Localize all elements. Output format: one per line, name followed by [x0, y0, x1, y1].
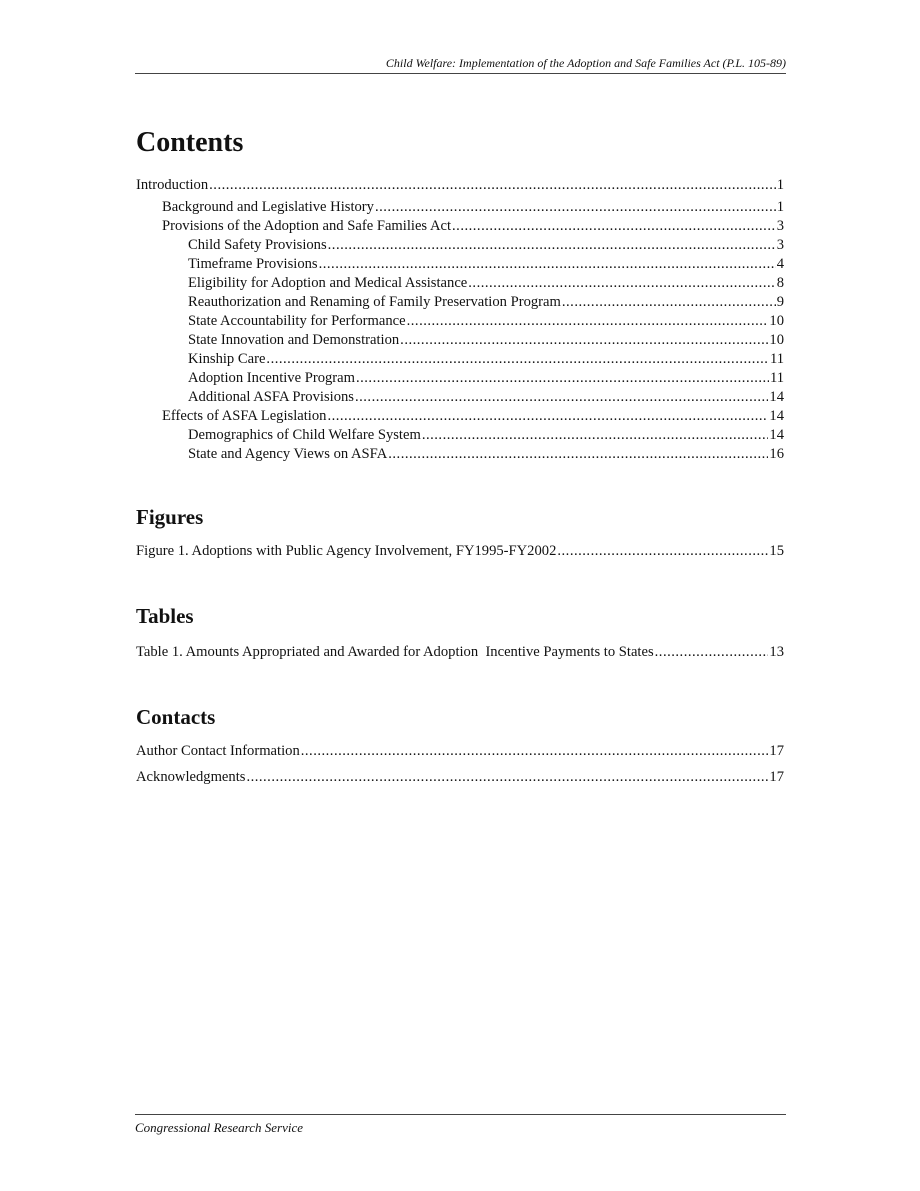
toc-entry-acknowledgments[interactable] — [136, 768, 784, 787]
dot-leader — [328, 236, 776, 255]
dot-leader — [209, 176, 776, 195]
dot-leader — [655, 643, 769, 662]
dot-leader — [355, 388, 768, 407]
toc-entry-title: Effects of ASFA Legislation — [162, 408, 327, 424]
tables-list — [136, 643, 784, 662]
toc-entry-title: Kinship Care — [188, 351, 266, 367]
figures-list — [136, 542, 784, 561]
toc-entry-demographics[interactable] — [136, 426, 784, 445]
toc-entry-page: 10 — [769, 332, 784, 348]
toc-entry-page: 1 — [776, 177, 784, 193]
toc-entry-eligibility[interactable] — [136, 274, 784, 293]
dot-leader — [400, 331, 768, 350]
contents-list — [136, 176, 784, 464]
toc-entry-title: Timeframe Provisions — [188, 256, 318, 272]
toc-entry-page: 14 — [769, 427, 784, 443]
toc-entry-page: 16 — [769, 446, 784, 462]
dot-leader — [388, 445, 768, 464]
toc-entry-page: 14 — [769, 389, 784, 405]
dot-leader — [327, 407, 768, 426]
toc-entry-title: Demographics of Child Welfare System — [188, 427, 421, 443]
dot-leader — [356, 369, 769, 388]
toc-entry-page: 15 — [769, 543, 784, 559]
toc-entry-page: 3 — [776, 218, 784, 234]
dot-leader — [557, 542, 768, 561]
tables-heading: Tables — [136, 604, 194, 628]
contents-heading: Contents — [136, 127, 244, 158]
contacts-heading: Contacts — [136, 705, 216, 729]
toc-entry-title: Reauthorization and Renaming of Family Preservation Program — [188, 294, 561, 310]
toc-entry-additional-provisions[interactable] — [136, 388, 784, 407]
dot-leader — [301, 742, 769, 761]
dot-leader — [562, 293, 776, 312]
toc-entry-effects[interactable] — [136, 407, 784, 426]
toc-entry-title: State Accountability for Performance — [188, 313, 406, 329]
dot-leader — [246, 768, 768, 787]
toc-entry-page: 10 — [769, 313, 784, 329]
dot-leader — [319, 255, 776, 274]
toc-entry-innovation[interactable] — [136, 331, 784, 350]
toc-entry-page: 14 — [769, 408, 784, 424]
toc-entry-title: Introduction — [136, 177, 209, 193]
toc-entry-title: Table 1. Amounts Appropriated and Awarded for Adoption Incentive Payments to States — [136, 644, 654, 660]
page-footer — [135, 1114, 786, 1136]
toc-entry-title: Child Safety Provisions — [188, 237, 327, 253]
toc-entry-kinship-care[interactable] — [136, 350, 784, 369]
toc-entry-adoption-incentive[interactable] — [136, 369, 784, 388]
toc-entry-timeframe[interactable] — [136, 255, 784, 274]
toc-entry-title: Adoption Incentive Program — [188, 370, 355, 386]
toc-entry-page: 17 — [769, 769, 784, 785]
toc-entry-title: Eligibility for Adoption and Medical Assistance — [188, 275, 468, 291]
dot-leader — [422, 426, 769, 445]
toc-entry-provisions[interactable] — [136, 217, 784, 236]
contacts-list — [136, 742, 784, 787]
footer-publisher: Congressional Research Service — [135, 1120, 303, 1135]
toc-entry-introduction[interactable] — [136, 176, 784, 195]
toc-entry-title: Provisions of the Adoption and Safe Families Act — [162, 218, 452, 234]
toc-entry-page: 11 — [769, 351, 784, 367]
toc-entry-background[interactable] — [136, 198, 784, 217]
toc-entry-title: Author Contact Information — [136, 743, 300, 759]
dot-leader — [375, 198, 776, 217]
toc-entry-page: 4 — [776, 256, 784, 272]
dot-leader — [452, 217, 776, 236]
toc-entry-title: State and Agency Views on ASFA — [188, 446, 388, 462]
toc-entry-page: 9 — [776, 294, 784, 310]
dot-leader — [407, 312, 769, 331]
toc-entry-figure-1[interactable] — [136, 542, 784, 561]
toc-entry-page: 8 — [776, 275, 784, 291]
toc-entry-child-safety[interactable] — [136, 236, 784, 255]
toc-entry-table-1[interactable] — [136, 643, 784, 662]
dot-leader — [266, 350, 769, 369]
toc-entry-accountability[interactable] — [136, 312, 784, 331]
toc-entry-page: 11 — [769, 370, 784, 386]
running-header — [135, 56, 786, 74]
dot-leader — [468, 274, 775, 293]
toc-entry-title: State Innovation and Demonstration — [188, 332, 400, 348]
toc-entry-page: 3 — [776, 237, 784, 253]
toc-entry-page: 1 — [776, 199, 784, 215]
figures-heading: Figures — [136, 505, 204, 529]
toc-entry-state-views[interactable] — [136, 445, 784, 464]
toc-entry-title: Acknowledgments — [136, 769, 246, 785]
running-header-title: Child Welfare: Implementation of the Adoption and Safe Families Act (P.L. 105-89) — [385, 56, 786, 70]
toc-entry-title: Additional ASFA Provisions — [188, 389, 354, 405]
toc-entry-title: Background and Legislative History — [162, 199, 374, 215]
toc-entry-title: Figure 1. Adoptions with Public Agency Involvement, FY1995-FY2002 — [136, 543, 557, 559]
toc-entry-reauthorization[interactable] — [136, 293, 784, 312]
toc-entry-page: 13 — [769, 644, 784, 660]
toc-entry-author-contact[interactable] — [136, 742, 784, 768]
toc-entry-page: 17 — [769, 743, 784, 759]
